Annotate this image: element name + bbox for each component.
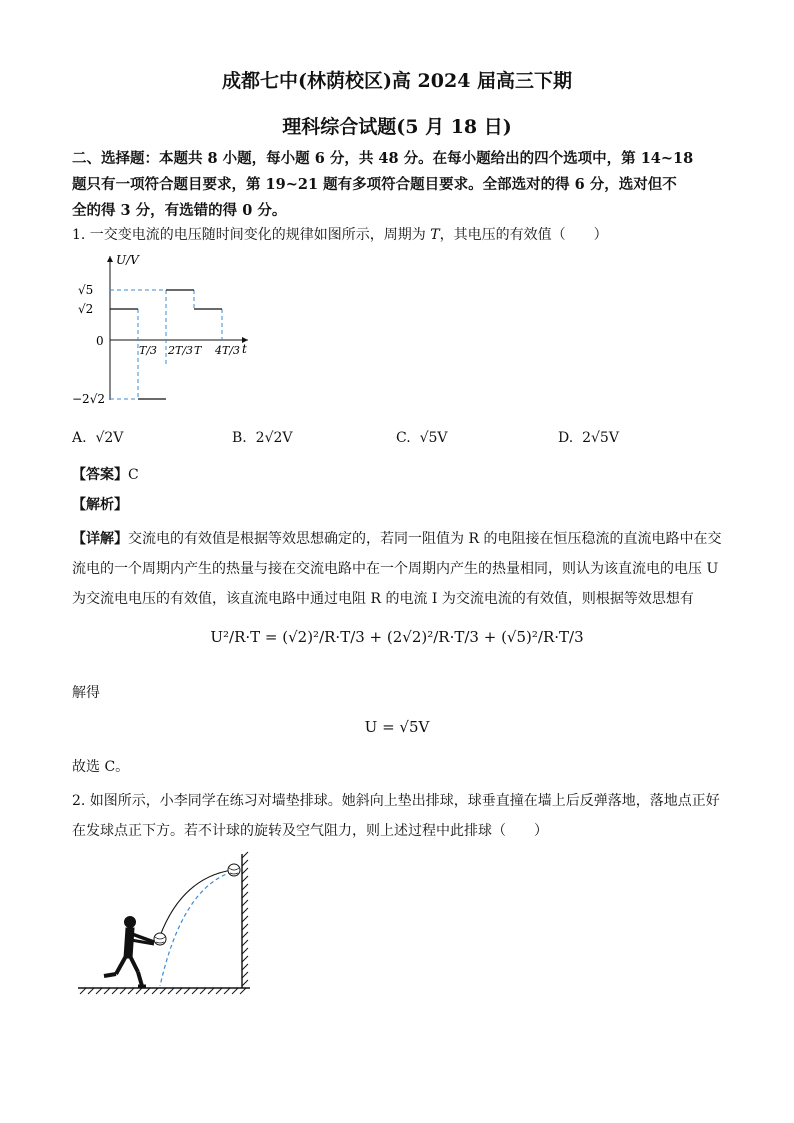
detail-paragraph <box>72 524 724 614</box>
outgoing-trajectory <box>160 870 232 936</box>
origin-label: 0 <box>96 334 104 348</box>
conclusion: 故选 C。 <box>72 759 130 775</box>
solve-word: 解得 <box>72 685 100 701</box>
answer-line: 【答案】C <box>72 467 139 483</box>
y-tick-sqrt2: √2 <box>78 302 94 316</box>
option-c[interactable]: C. √5V <box>396 430 448 446</box>
option-b[interactable]: B. 2√2V <box>232 430 293 446</box>
section-line-1: 二、选择题：本题共 8 小题，每小题 6 分，共 48 分。在每小题给出的四个选项中，第 14~18 <box>72 150 694 167</box>
section-line-2: 题只有一项符合题目要求，第 19~21 题有多项符合题目要求。全部选对的得 6 分，选对但不 <box>72 176 677 193</box>
option-a[interactable]: A. √2V <box>72 430 124 446</box>
volleyball-at-wall-icon <box>228 864 240 876</box>
detail-line-1: 【详解】交流电的有效值是根据等效思想确定的，若同一阻值为 R 的电阻接在恒压稳流的直流电路中在交 <box>72 531 722 547</box>
detail-line-2: 流电的一个周期内产生的热量与接在交流电路中在一个周期内产生的热量相同，则认为该直流电的电压 U <box>72 561 719 577</box>
equation: U²/R·T = (√2)²/R·T/3 + (2√2)²/R·T/3 + (√5)²/R·T/3 <box>210 628 584 646</box>
volleyball-icon <box>154 933 166 945</box>
y-tick-neg-2sqrt2: −2√2 <box>72 392 105 406</box>
x-tick-T-over-3: T/3 <box>139 344 158 357</box>
y-axis-label: U/V <box>116 253 139 267</box>
volleyball-wall-figure <box>72 848 262 1000</box>
wall-hatching <box>242 852 248 986</box>
rebound-trajectory <box>160 872 232 986</box>
x-tick-2T-over-3: 2T/3 <box>168 344 194 357</box>
section-instructions <box>72 146 732 224</box>
voltage-time-graph <box>72 250 262 410</box>
dashed-guides <box>110 290 222 399</box>
detail-line-3: 为交流电电压的有效值，该直流电路中通过电阻 R 的电流 I 为交流电流的有效值，则根据等效思想有 <box>72 591 694 607</box>
page-title: 成都七中(林荫校区)高 2024 届高三下期 <box>221 70 573 92</box>
section-line-3: 全的得 3 分，有选错的得 0 分。 <box>72 202 287 219</box>
x-axis-label: t <box>242 342 247 356</box>
page-subtitle: 理科综合试题(5 月 18 日) <box>282 116 512 138</box>
analysis-tag: 【解析】 <box>72 497 128 513</box>
x-tick-4T-over-3: 4T/3 <box>215 344 241 357</box>
question-1-stem: 1. 一交变电流的电压随时间变化的规律如图所示，周期为 T，其电压的有效值（ ） <box>72 227 608 243</box>
ground-hatching <box>80 988 246 994</box>
player-silhouette-icon <box>104 917 154 987</box>
x-tick-T: T <box>194 344 202 357</box>
y-tick-sqrt5: √5 <box>78 283 94 297</box>
option-d[interactable]: D. 2√5V <box>558 430 619 446</box>
question-2-line-2: 在发球点正下方。若不计球的旋转及空气阻力，则上述过程中此排球（ ） <box>72 823 548 839</box>
result-equation: U = √5V <box>364 718 430 736</box>
question-2-line-1: 2. 如图所示，小李同学在练习对墙垫排球。她斜向上垫出排球，球垂直撞在墙上后反弹落地，落地点正好 <box>72 793 720 809</box>
question-2-stem <box>72 786 724 846</box>
